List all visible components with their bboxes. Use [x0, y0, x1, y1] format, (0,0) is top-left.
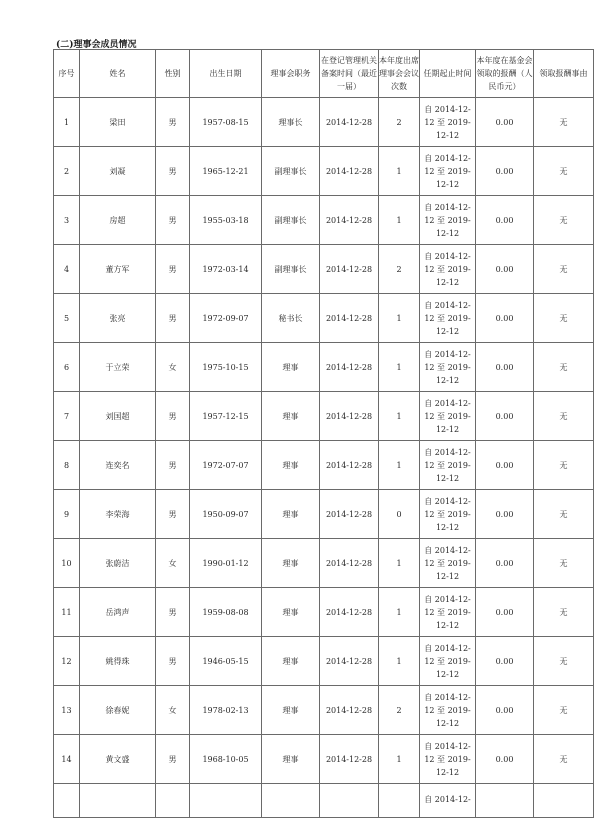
cell-reason: 无 [534, 637, 594, 686]
term-line: 自 2014-12- [424, 202, 471, 212]
cell-birth: 1972-03-14 [190, 245, 262, 294]
term-line: 12 至 2019- [424, 264, 471, 274]
term-line: 自 2014-12- [424, 300, 471, 310]
term-line: 12-12 [435, 522, 460, 532]
cell-birth: 1978-02-13 [190, 686, 262, 735]
table-row [54, 294, 594, 343]
cell-birth: 1959-08-08 [190, 588, 262, 637]
cell-pay: 0.00 [476, 392, 534, 441]
term-line: 自 2014-12- [424, 251, 471, 261]
cell-role: 理事 [262, 735, 320, 784]
cell-filed: 2014-12-28 [320, 686, 379, 735]
cell-role: 理事 [262, 686, 320, 735]
cell-empty [262, 784, 320, 818]
table-row [54, 441, 594, 490]
term-line: 12-12 [435, 228, 460, 238]
cell-no: 8 [54, 441, 80, 490]
term-line: 12-12 [435, 375, 460, 385]
cell-gender: 男 [156, 147, 190, 196]
cell-term [420, 343, 476, 392]
col-header-reason: 领取报酬事由 [534, 50, 594, 98]
cell-no: 11 [54, 588, 80, 637]
term-line: 12 至 2019- [424, 607, 471, 617]
table-row [54, 196, 594, 245]
cell-reason: 无 [534, 245, 594, 294]
cell-pay: 0.00 [476, 441, 534, 490]
cell-no: 1 [54, 98, 80, 147]
term-line: 自 2014-12- [424, 496, 471, 506]
term-line: 12-12 [435, 571, 460, 581]
cell-birth: 1990-01-12 [190, 539, 262, 588]
term-line: 12 至 2019- [424, 215, 471, 225]
col-header-no: 序号 [54, 50, 80, 98]
cell-gender: 男 [156, 294, 190, 343]
cell-filed: 2014-12-28 [320, 196, 379, 245]
cell-name: 连奕名 [80, 441, 156, 490]
cell-no: 3 [54, 196, 80, 245]
cell-birth: 1957-08-15 [190, 98, 262, 147]
cell-filed: 2014-12-28 [320, 490, 379, 539]
cell-pay: 0.00 [476, 245, 534, 294]
cell-role: 理事长 [262, 98, 320, 147]
cell-empty [54, 784, 80, 818]
cell-empty [534, 784, 594, 818]
term-line: 12-12 [435, 130, 460, 140]
cell-birth: 1972-09-07 [190, 294, 262, 343]
col-header-gender: 性别 [156, 50, 190, 98]
cell-birth: 1957-12-15 [190, 392, 262, 441]
cell-term [420, 735, 476, 784]
cell-gender: 男 [156, 490, 190, 539]
cell-birth: 1950-09-07 [190, 490, 262, 539]
cell-pay: 0.00 [476, 294, 534, 343]
cell-filed: 2014-12-28 [320, 343, 379, 392]
term-line: 自 2014-12- [424, 692, 471, 702]
cell-reason: 无 [534, 343, 594, 392]
cell-gender: 男 [156, 588, 190, 637]
cell-attend: 1 [379, 637, 420, 686]
cell-role: 理事 [262, 392, 320, 441]
cell-reason: 无 [534, 588, 594, 637]
cell-no: 6 [54, 343, 80, 392]
cell-pay: 0.00 [476, 588, 534, 637]
table-header-row [54, 50, 594, 98]
term-line: 12 至 2019- [424, 166, 471, 176]
cell-empty [80, 784, 156, 818]
cell-name: 张蔚洁 [80, 539, 156, 588]
cell-role: 理事 [262, 637, 320, 686]
term-line: 自 2014-12- [424, 349, 471, 359]
cell-gender: 男 [156, 196, 190, 245]
cell-attend: 2 [379, 686, 420, 735]
cell-reason: 无 [534, 98, 594, 147]
cell-gender: 男 [156, 637, 190, 686]
cell-term [420, 245, 476, 294]
cell-term [420, 98, 476, 147]
cell-birth: 1946-05-15 [190, 637, 262, 686]
cell-gender: 男 [156, 98, 190, 147]
cell-role: 理事 [262, 343, 320, 392]
cell-birth: 1972-07-07 [190, 441, 262, 490]
col-header-role: 理事会职务 [262, 50, 320, 98]
term-line: 自 2014-12- [424, 153, 471, 163]
col-header-attend: 本年度出席理事会会议次数 [379, 50, 420, 98]
cell-pay: 0.00 [476, 637, 534, 686]
table-row [54, 588, 594, 637]
cell-name: 房超 [80, 196, 156, 245]
cell-reason: 无 [534, 441, 594, 490]
term-line: 12-12 [435, 620, 460, 630]
cell-attend: 1 [379, 588, 420, 637]
term-line: 12 至 2019- [424, 313, 471, 323]
cell-name: 徐春妮 [80, 686, 156, 735]
term-line: 自 2014-12- [424, 545, 471, 555]
cell-filed: 2014-12-28 [320, 539, 379, 588]
col-header-filed: 在登记管理机关备案时间（最近一届） [320, 50, 379, 98]
cell-no: 14 [54, 735, 80, 784]
cell-term [420, 490, 476, 539]
table-row [54, 343, 594, 392]
table-row [54, 686, 594, 735]
cell-name: 刘凝 [80, 147, 156, 196]
term-line: 12-12 [435, 767, 460, 777]
cell-name: 董方军 [80, 245, 156, 294]
cell-role: 副理事长 [262, 147, 320, 196]
cell-pay: 0.00 [476, 98, 534, 147]
cell-filed: 2014-12-28 [320, 147, 379, 196]
cell-no: 5 [54, 294, 80, 343]
cell-attend: 1 [379, 539, 420, 588]
cell-reason: 无 [534, 196, 594, 245]
cell-gender: 女 [156, 539, 190, 588]
cell-term: 自 2014-12- [420, 784, 476, 818]
cell-role: 理事 [262, 490, 320, 539]
cell-attend: 0 [379, 490, 420, 539]
cell-reason: 无 [534, 539, 594, 588]
col-header-term: 任期起止时间 [420, 50, 476, 98]
cell-filed: 2014-12-28 [320, 245, 379, 294]
term-line: 自 2014-12- [424, 643, 471, 653]
term-line: 自 2014-12- [424, 594, 471, 604]
term-line: 12 至 2019- [424, 117, 471, 127]
cell-reason: 无 [534, 735, 594, 784]
cell-gender: 男 [156, 245, 190, 294]
cell-term [420, 539, 476, 588]
cell-attend: 1 [379, 392, 420, 441]
cell-birth: 1965-12-21 [190, 147, 262, 196]
cell-filed: 2014-12-28 [320, 441, 379, 490]
cell-filed: 2014-12-28 [320, 294, 379, 343]
cell-empty [190, 784, 262, 818]
cell-reason: 无 [534, 147, 594, 196]
table-row [54, 490, 594, 539]
table-row [54, 147, 594, 196]
term-line: 12 至 2019- [424, 509, 471, 519]
cell-no: 2 [54, 147, 80, 196]
cell-pay: 0.00 [476, 147, 534, 196]
cell-empty [476, 784, 534, 818]
cell-reason: 无 [534, 392, 594, 441]
cell-role: 秘书长 [262, 294, 320, 343]
table-row [54, 392, 594, 441]
cell-term [420, 588, 476, 637]
cell-gender: 男 [156, 735, 190, 784]
cell-no: 13 [54, 686, 80, 735]
table-row [54, 637, 594, 686]
cell-name: 姚得珠 [80, 637, 156, 686]
cell-gender: 男 [156, 441, 190, 490]
cell-name: 张亮 [80, 294, 156, 343]
cell-name: 梁田 [80, 98, 156, 147]
cell-no: 4 [54, 245, 80, 294]
cell-empty [320, 784, 379, 818]
cell-attend: 1 [379, 441, 420, 490]
term-line: 12-12 [435, 473, 460, 483]
table-row [54, 98, 594, 147]
term-line: 自 2014-12- [424, 741, 471, 751]
cell-pay: 0.00 [476, 343, 534, 392]
cell-filed: 2014-12-28 [320, 735, 379, 784]
cell-name: 黄文盛 [80, 735, 156, 784]
cell-empty [156, 784, 190, 818]
term-line: 自 2014-12- [424, 447, 471, 457]
cell-pay: 0.00 [476, 686, 534, 735]
cell-name: 岳鸿声 [80, 588, 156, 637]
col-header-birth: 出生日期 [190, 50, 262, 98]
cell-term [420, 637, 476, 686]
section-title: (二)理事会成员情况 [56, 40, 137, 50]
term-line: 12-12 [435, 277, 460, 287]
term-line: 12 至 2019- [424, 656, 471, 666]
term-line: 自 2014-12- [424, 104, 471, 114]
term-line: 12-12 [435, 669, 460, 679]
term-line: 12-12 [435, 179, 460, 189]
cell-reason: 无 [534, 686, 594, 735]
cell-filed: 2014-12-28 [320, 588, 379, 637]
cell-pay: 0.00 [476, 196, 534, 245]
cell-attend: 1 [379, 196, 420, 245]
cell-birth: 1955-03-18 [190, 196, 262, 245]
term-line: 12 至 2019- [424, 705, 471, 715]
cell-reason: 无 [534, 490, 594, 539]
term-line: 12-12 [435, 424, 460, 434]
term-line: 12-12 [435, 718, 460, 728]
cell-no: 12 [54, 637, 80, 686]
cell-empty [379, 784, 420, 818]
cell-term [420, 441, 476, 490]
table-row [54, 539, 594, 588]
cell-attend: 2 [379, 245, 420, 294]
cell-name: 刘国超 [80, 392, 156, 441]
cell-gender: 女 [156, 686, 190, 735]
cell-birth: 1975-10-15 [190, 343, 262, 392]
cell-pay: 0.00 [476, 490, 534, 539]
cell-term [420, 294, 476, 343]
cell-attend: 1 [379, 735, 420, 784]
cell-pay: 0.00 [476, 539, 534, 588]
table-row-partial [54, 784, 594, 818]
board-members-table [53, 49, 594, 818]
cell-filed: 2014-12-28 [320, 392, 379, 441]
cell-pay: 0.00 [476, 735, 534, 784]
cell-no: 7 [54, 392, 80, 441]
cell-attend: 1 [379, 343, 420, 392]
col-header-name: 姓名 [80, 50, 156, 98]
cell-name: 于立荣 [80, 343, 156, 392]
col-header-pay: 本年度在基金会领取的报酬（人民币元） [476, 50, 534, 98]
cell-gender: 男 [156, 392, 190, 441]
cell-role: 副理事长 [262, 245, 320, 294]
table-row [54, 735, 594, 784]
cell-term [420, 147, 476, 196]
cell-birth: 1968-10-05 [190, 735, 262, 784]
cell-role: 理事 [262, 539, 320, 588]
cell-term [420, 686, 476, 735]
term-line: 12-12 [435, 326, 460, 336]
cell-no: 9 [54, 490, 80, 539]
cell-attend: 1 [379, 147, 420, 196]
cell-filed: 2014-12-28 [320, 637, 379, 686]
term-line: 12 至 2019- [424, 558, 471, 568]
cell-attend: 2 [379, 98, 420, 147]
cell-reason: 无 [534, 294, 594, 343]
cell-term [420, 196, 476, 245]
cell-role: 理事 [262, 588, 320, 637]
cell-role: 理事 [262, 441, 320, 490]
cell-filed: 2014-12-28 [320, 98, 379, 147]
cell-term [420, 392, 476, 441]
term-line: 12 至 2019- [424, 460, 471, 470]
table-row [54, 245, 594, 294]
term-line: 12 至 2019- [424, 411, 471, 421]
term-line: 12 至 2019- [424, 754, 471, 764]
cell-role: 副理事长 [262, 196, 320, 245]
cell-no: 10 [54, 539, 80, 588]
cell-name: 李荣海 [80, 490, 156, 539]
cell-attend: 1 [379, 294, 420, 343]
term-line: 12 至 2019- [424, 362, 471, 372]
term-line: 自 2014-12- [424, 398, 471, 408]
cell-gender: 女 [156, 343, 190, 392]
